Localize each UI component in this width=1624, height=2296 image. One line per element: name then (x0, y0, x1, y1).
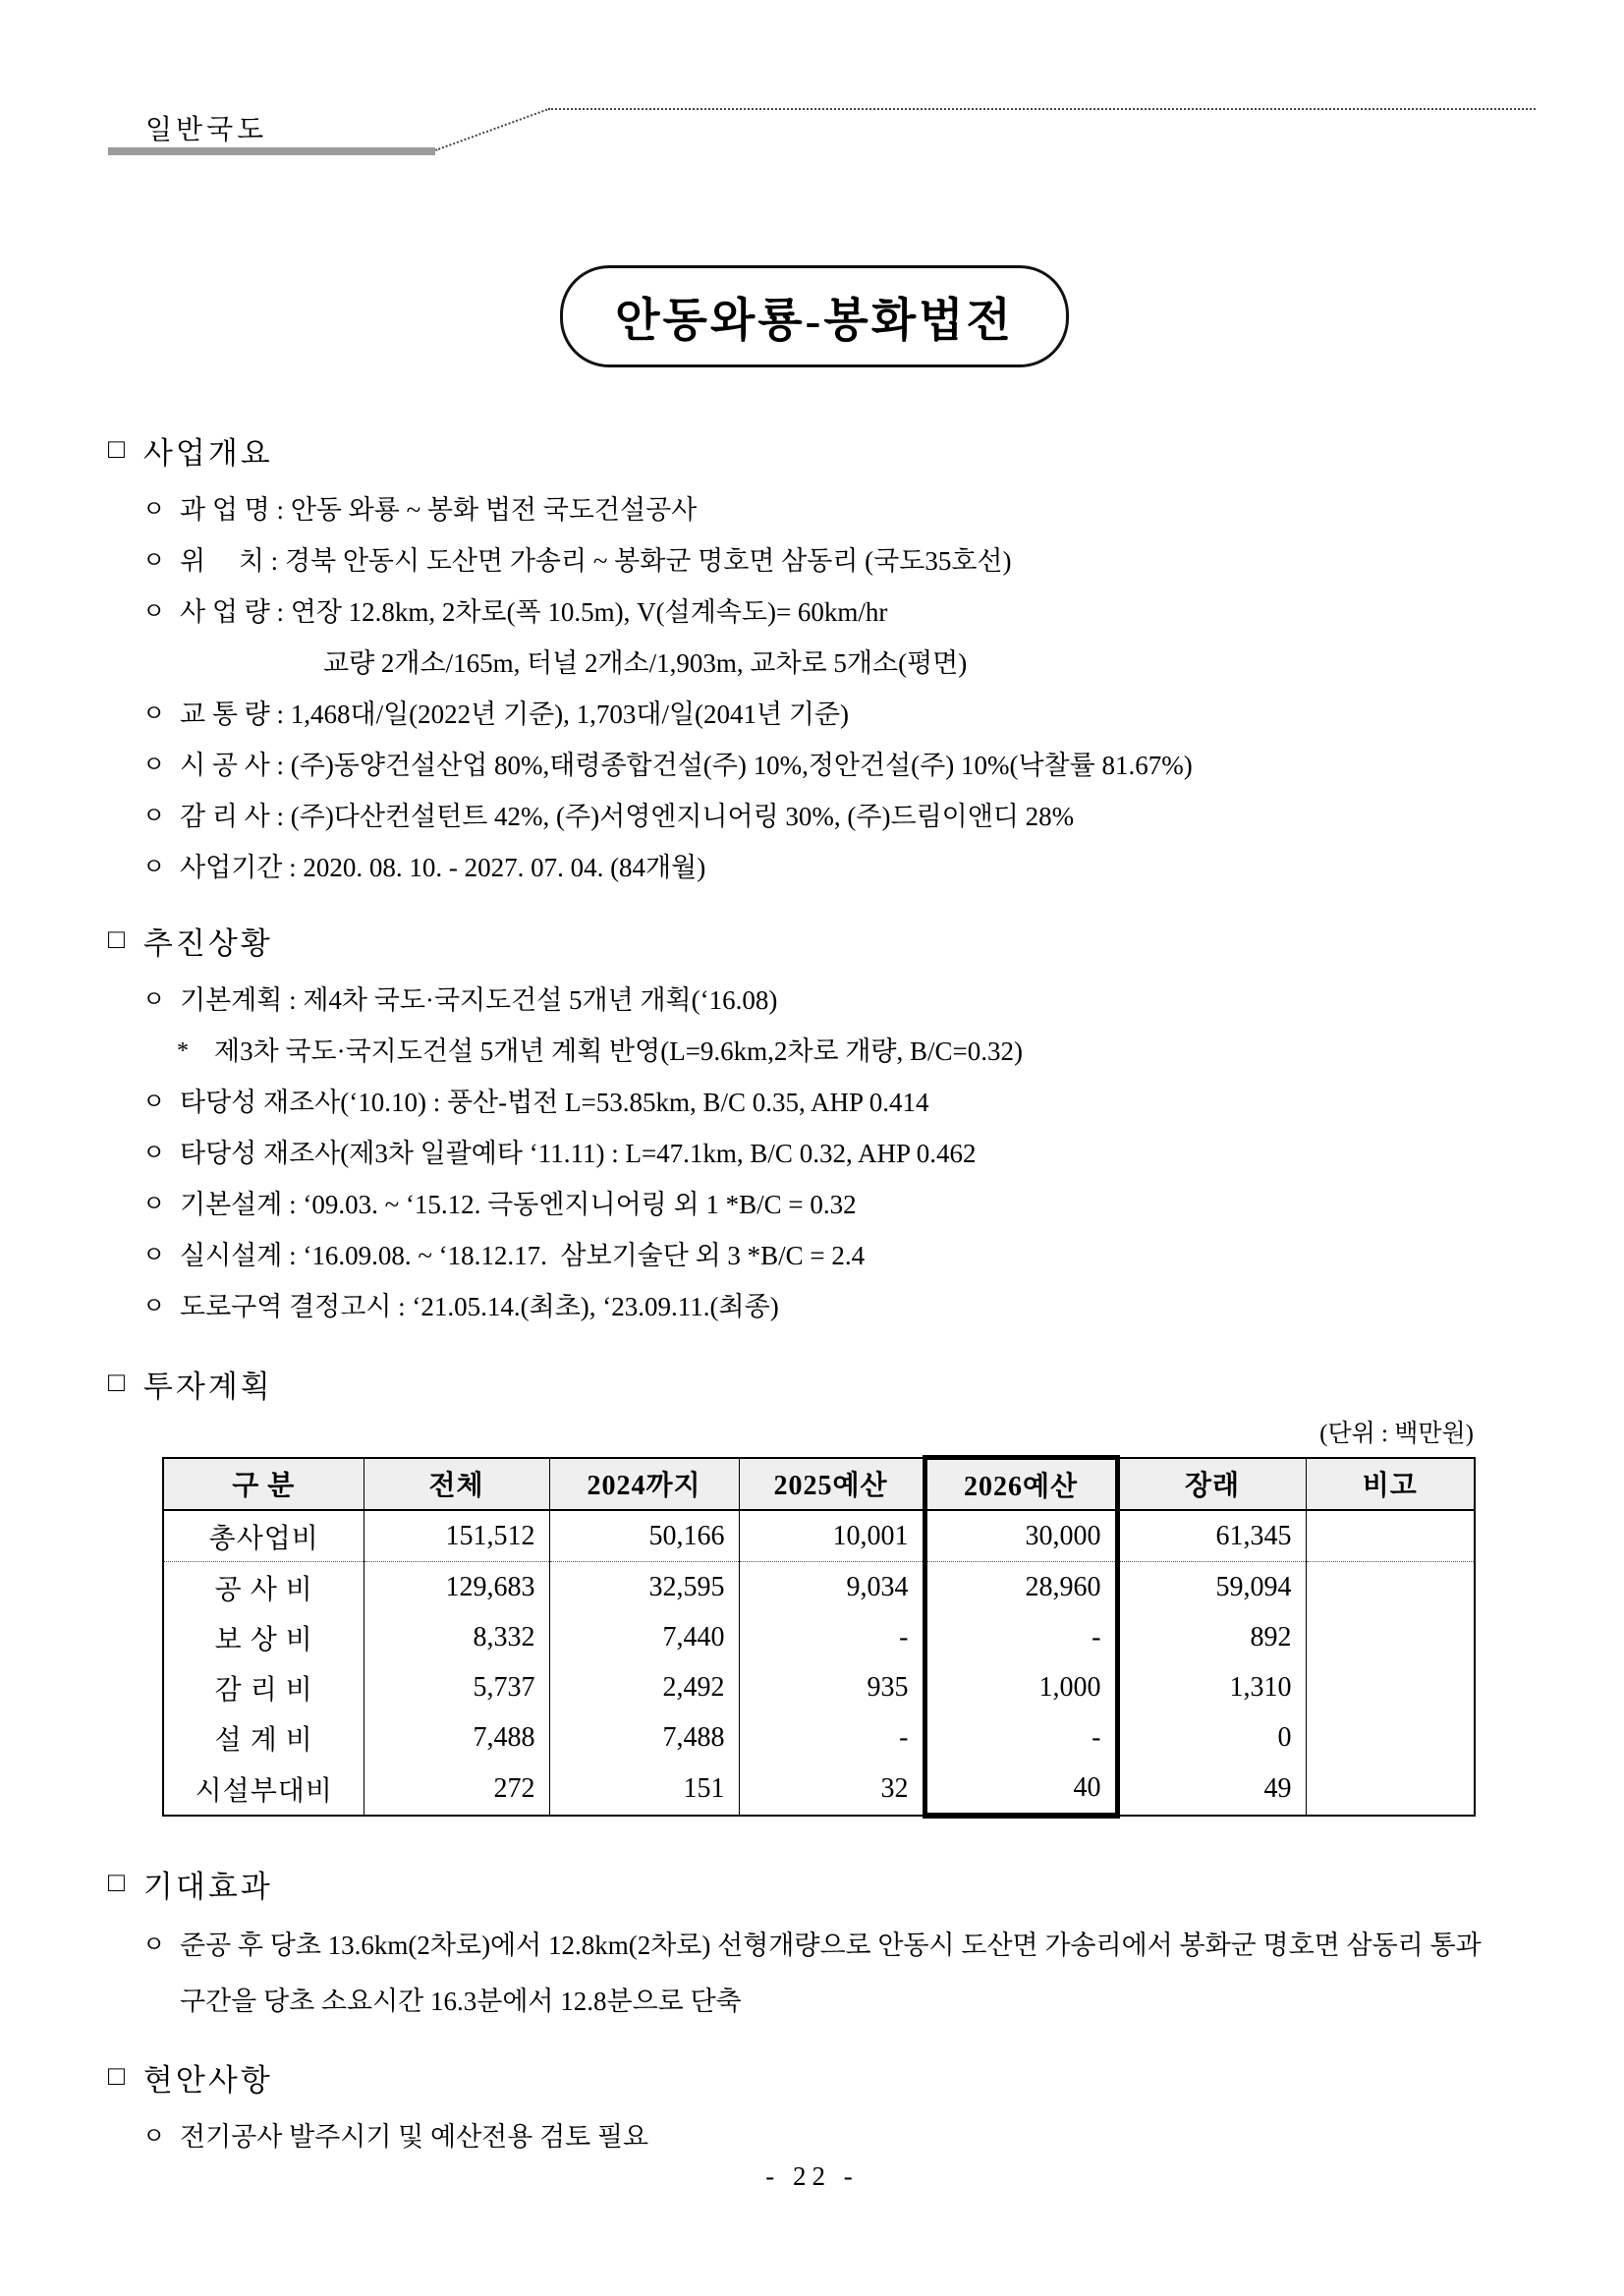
list-item-text: 사 업 량 : 연장 12.8km, 2차로(폭 10.5m), V(설계속도)= 60km/hr (180, 597, 888, 627)
page-number: - 22 - (765, 2161, 859, 2191)
circle-bullet-icon: ㅇ (142, 599, 166, 625)
progress-lines (108, 975, 1503, 1332)
list-item (108, 587, 1503, 638)
table-row (163, 1562, 1475, 1613)
list-item (108, 1179, 1503, 1230)
row-label: 시설부대비 (163, 1763, 364, 1816)
list-item-text: 실시설계 : ‘16.09.08. ~ ‘18.12.17. 삼보기술단 외 3 *B/C = 2.4 (180, 1241, 866, 1270)
list-item-text: 전기공사 발주시기 및 예산전용 검토 필요 (180, 2122, 649, 2152)
list-item-continuation (108, 638, 1503, 689)
list-item (108, 689, 1503, 740)
list-item-text: 기본설계 : ‘09.03. ~ ‘15.12. 극동엔지니어링 외 1 *B/C = 0.32 (180, 1190, 857, 1219)
list-item-note (108, 1026, 1503, 1077)
circle-bullet-icon: ㅇ (142, 753, 166, 778)
list-item-text: 제3차 국도·국지도건설 5개년 계획 반영(L=9.6km,2차로 개량, B/C=0.32) (214, 1036, 1023, 1066)
table-cell: 151,512 (364, 1510, 549, 1562)
section-issues (108, 2055, 1503, 2162)
row-label: 보 상 비 (163, 1612, 364, 1662)
table-cell: 935 (739, 1662, 924, 1712)
column-header: 장래 (1117, 1458, 1306, 1511)
investment-table (162, 1455, 1476, 1819)
list-item (108, 842, 1503, 893)
list-item-text: 감 리 사 : (주)다산컨설턴트 42%, (주)서영엔지니어링 30%, (주)드림이앤디 28% (180, 802, 1075, 831)
section-progress (108, 919, 1503, 1332)
table-cell: 9,034 (739, 1562, 924, 1613)
list-item-text: 시 공 사 : (주)동양건설산업 80%,태령종합건설(주) 10%,정안건설(주) 10%(낙찰률 81.67%) (180, 751, 1193, 780)
table-cell: 61,345 (1117, 1510, 1306, 1562)
list-item-text: 과 업 명 : 안동 와룡 ~ 봉화 법전 국도건설공사 (180, 495, 698, 525)
table-cell (1306, 1562, 1475, 1613)
circle-bullet-icon: ㅇ (142, 1141, 166, 1166)
table-cell (1306, 1763, 1475, 1816)
column-header: 2024까지 (549, 1458, 739, 1511)
list-item (108, 1230, 1503, 1281)
table-cell: 50,166 (549, 1510, 739, 1562)
section-heading-row (108, 428, 1503, 473)
circle-bullet-icon: ㅇ (142, 1294, 166, 1319)
circle-bullet-icon: ㅇ (142, 855, 166, 880)
square-bullet-icon: □ (108, 924, 128, 955)
section-heading-row (108, 1862, 1503, 1906)
circle-bullet-icon: ㅇ (142, 987, 166, 1013)
list-item (108, 975, 1503, 1026)
effects-lines (108, 1918, 1503, 2030)
table-cell: 7,488 (364, 1712, 549, 1763)
blank-marker (142, 638, 180, 689)
list-item (108, 1918, 1503, 2030)
list-item (108, 1281, 1503, 1332)
column-header: 구 분 (163, 1458, 364, 1511)
circle-bullet-icon: ㅇ (142, 497, 166, 523)
list-item-text: 교 통 량 : 1,468대/일(2022년 기준), 1,703대/일(2041년 기준) (180, 700, 850, 729)
table-row (163, 1612, 1475, 1662)
table-cell-highlighted: 40 (924, 1763, 1117, 1816)
section-heading-row (108, 1362, 1503, 1406)
section-heading-row (108, 2055, 1503, 2100)
table-cell: 49 (1117, 1763, 1306, 1816)
table-cell: 5,737 (364, 1662, 549, 1712)
section-heading-row (108, 919, 1503, 963)
section-investment (108, 1362, 1503, 1819)
list-item-text: 준공 후 당초 13.6km(2차로)에서 12.8km(2차로) 선형개량으로 안동시 도산면 가송리에서 봉화군 명호면 삼동리 통과구간을 당초 소요시간 16.3분에서 12.8분으로 단축 (180, 1931, 1482, 2016)
list-item-text: 위 치 : 경북 안동시 도산면 가송리 ~ 봉화군 명호면 삼동리 (국도35호선) (180, 546, 1012, 576)
section-heading: 기대효과 (142, 1870, 273, 1904)
circle-bullet-icon: ㅇ (142, 804, 166, 829)
table-cell: 10,001 (739, 1510, 924, 1562)
table-cell-highlighted: 28,960 (924, 1562, 1117, 1613)
table-row (163, 1763, 1475, 1816)
square-bullet-icon: □ (108, 2060, 128, 2092)
list-item (108, 740, 1503, 791)
table-cell: - (739, 1612, 924, 1662)
square-bullet-icon: □ (108, 1367, 128, 1398)
header-horizontal-dotted-line (548, 108, 1536, 110)
section-heading: 추진상황 (142, 926, 273, 961)
table-cell: 32,595 (549, 1562, 739, 1613)
table-cell-highlighted: 30,000 (924, 1510, 1117, 1562)
table-cell (1306, 1510, 1475, 1562)
list-item-text: 사업기간 : 2020. 08. 10. - 2027. 07. 04. (84개월) (180, 853, 706, 882)
table-cell: 129,683 (364, 1562, 549, 1613)
section-heading: 사업개요 (142, 436, 273, 471)
list-item-text: 타당성 재조사(제3차 일괄예타 ‘11.11) : L=47.1km, B/C 0.32, AHP 0.462 (180, 1139, 977, 1168)
document-content (108, 428, 1503, 2162)
circle-bullet-icon: ㅇ (142, 1192, 166, 1217)
row-label: 설 계 비 (163, 1712, 364, 1763)
category-label: 일반국도 (145, 115, 268, 145)
list-item (108, 535, 1503, 587)
list-item (108, 484, 1503, 535)
table-cell: 7,440 (549, 1612, 739, 1662)
table-cell (1306, 1662, 1475, 1712)
square-bullet-icon: □ (108, 433, 128, 465)
column-header: 2025예산 (739, 1458, 924, 1511)
list-item-text: 기본계획 : 제4차 국도·국지도건설 5개년 개획(‘16.08) (180, 985, 778, 1015)
circle-bullet-icon: ㅇ (142, 1243, 166, 1268)
table-cell: 7,488 (549, 1712, 739, 1763)
table-row (163, 1712, 1475, 1763)
list-item (108, 1077, 1503, 1128)
section-heading: 투자계획 (142, 1370, 273, 1404)
table-cell: 59,094 (1117, 1562, 1306, 1613)
circle-bullet-icon: ㅇ (142, 701, 166, 727)
header-underline-bar (108, 147, 435, 155)
circle-bullet-icon: ㅇ (142, 548, 166, 574)
table-row (163, 1662, 1475, 1712)
list-item (108, 2111, 1503, 2162)
table-cell (1306, 1712, 1475, 1763)
table-cell: 1,310 (1117, 1662, 1306, 1712)
table-row (163, 1510, 1475, 1562)
section-overview (108, 428, 1503, 893)
asterisk-marker: * (177, 1038, 189, 1064)
table-cell: 32 (739, 1763, 924, 1816)
circle-bullet-icon: ㅇ (142, 1932, 166, 1958)
overview-lines (108, 484, 1503, 893)
square-bullet-icon: □ (108, 1867, 128, 1898)
table-cell: 151 (549, 1763, 739, 1816)
table-header-row (163, 1458, 1475, 1511)
table-cell: 892 (1117, 1612, 1306, 1662)
list-item (108, 1128, 1503, 1179)
table-cell: 0 (1117, 1712, 1306, 1763)
row-label: 총사업비 (163, 1510, 364, 1562)
column-header: 비고 (1306, 1458, 1475, 1511)
table-cell-highlighted: 1,000 (924, 1662, 1117, 1712)
table-unit-label: (단위 : 백만원) (1319, 1421, 1474, 1447)
header-diagonal-dotted-line (435, 108, 550, 151)
circle-bullet-icon: ㅇ (142, 1090, 166, 1115)
column-header-highlighted: 2026예산 (924, 1458, 1117, 1511)
table-cell: 2,492 (549, 1662, 739, 1712)
list-item-text: 교량 2개소/165m, 터널 2개소/1,903m, 교차로 5개소(평면) (323, 648, 968, 678)
table-cell-highlighted: - (924, 1612, 1117, 1662)
page-title: 안동와룡-봉화법전 (560, 265, 1069, 367)
section-heading: 현안사항 (142, 2063, 273, 2098)
issues-lines (108, 2111, 1503, 2162)
row-label: 감 리 비 (163, 1662, 364, 1712)
list-item-text: 타당성 재조사(‘10.10) : 풍산-법전 L=53.85km, B/C 0.35, AHP 0.414 (180, 1088, 929, 1117)
circle-bullet-icon: ㅇ (142, 2124, 166, 2150)
row-label: 공 사 비 (163, 1562, 364, 1613)
table-cell: - (739, 1712, 924, 1763)
list-item-text: 도로구역 결정고시 : ‘21.05.14.(최초), ‘23.09.11.(최종) (180, 1292, 779, 1321)
table-cell: 272 (364, 1763, 549, 1816)
section-effects (108, 1862, 1503, 2030)
list-item (108, 791, 1503, 842)
table-cell-highlighted: - (924, 1712, 1117, 1763)
column-header: 전체 (364, 1458, 549, 1511)
table-cell (1306, 1612, 1475, 1662)
table-cell: 8,332 (364, 1612, 549, 1662)
